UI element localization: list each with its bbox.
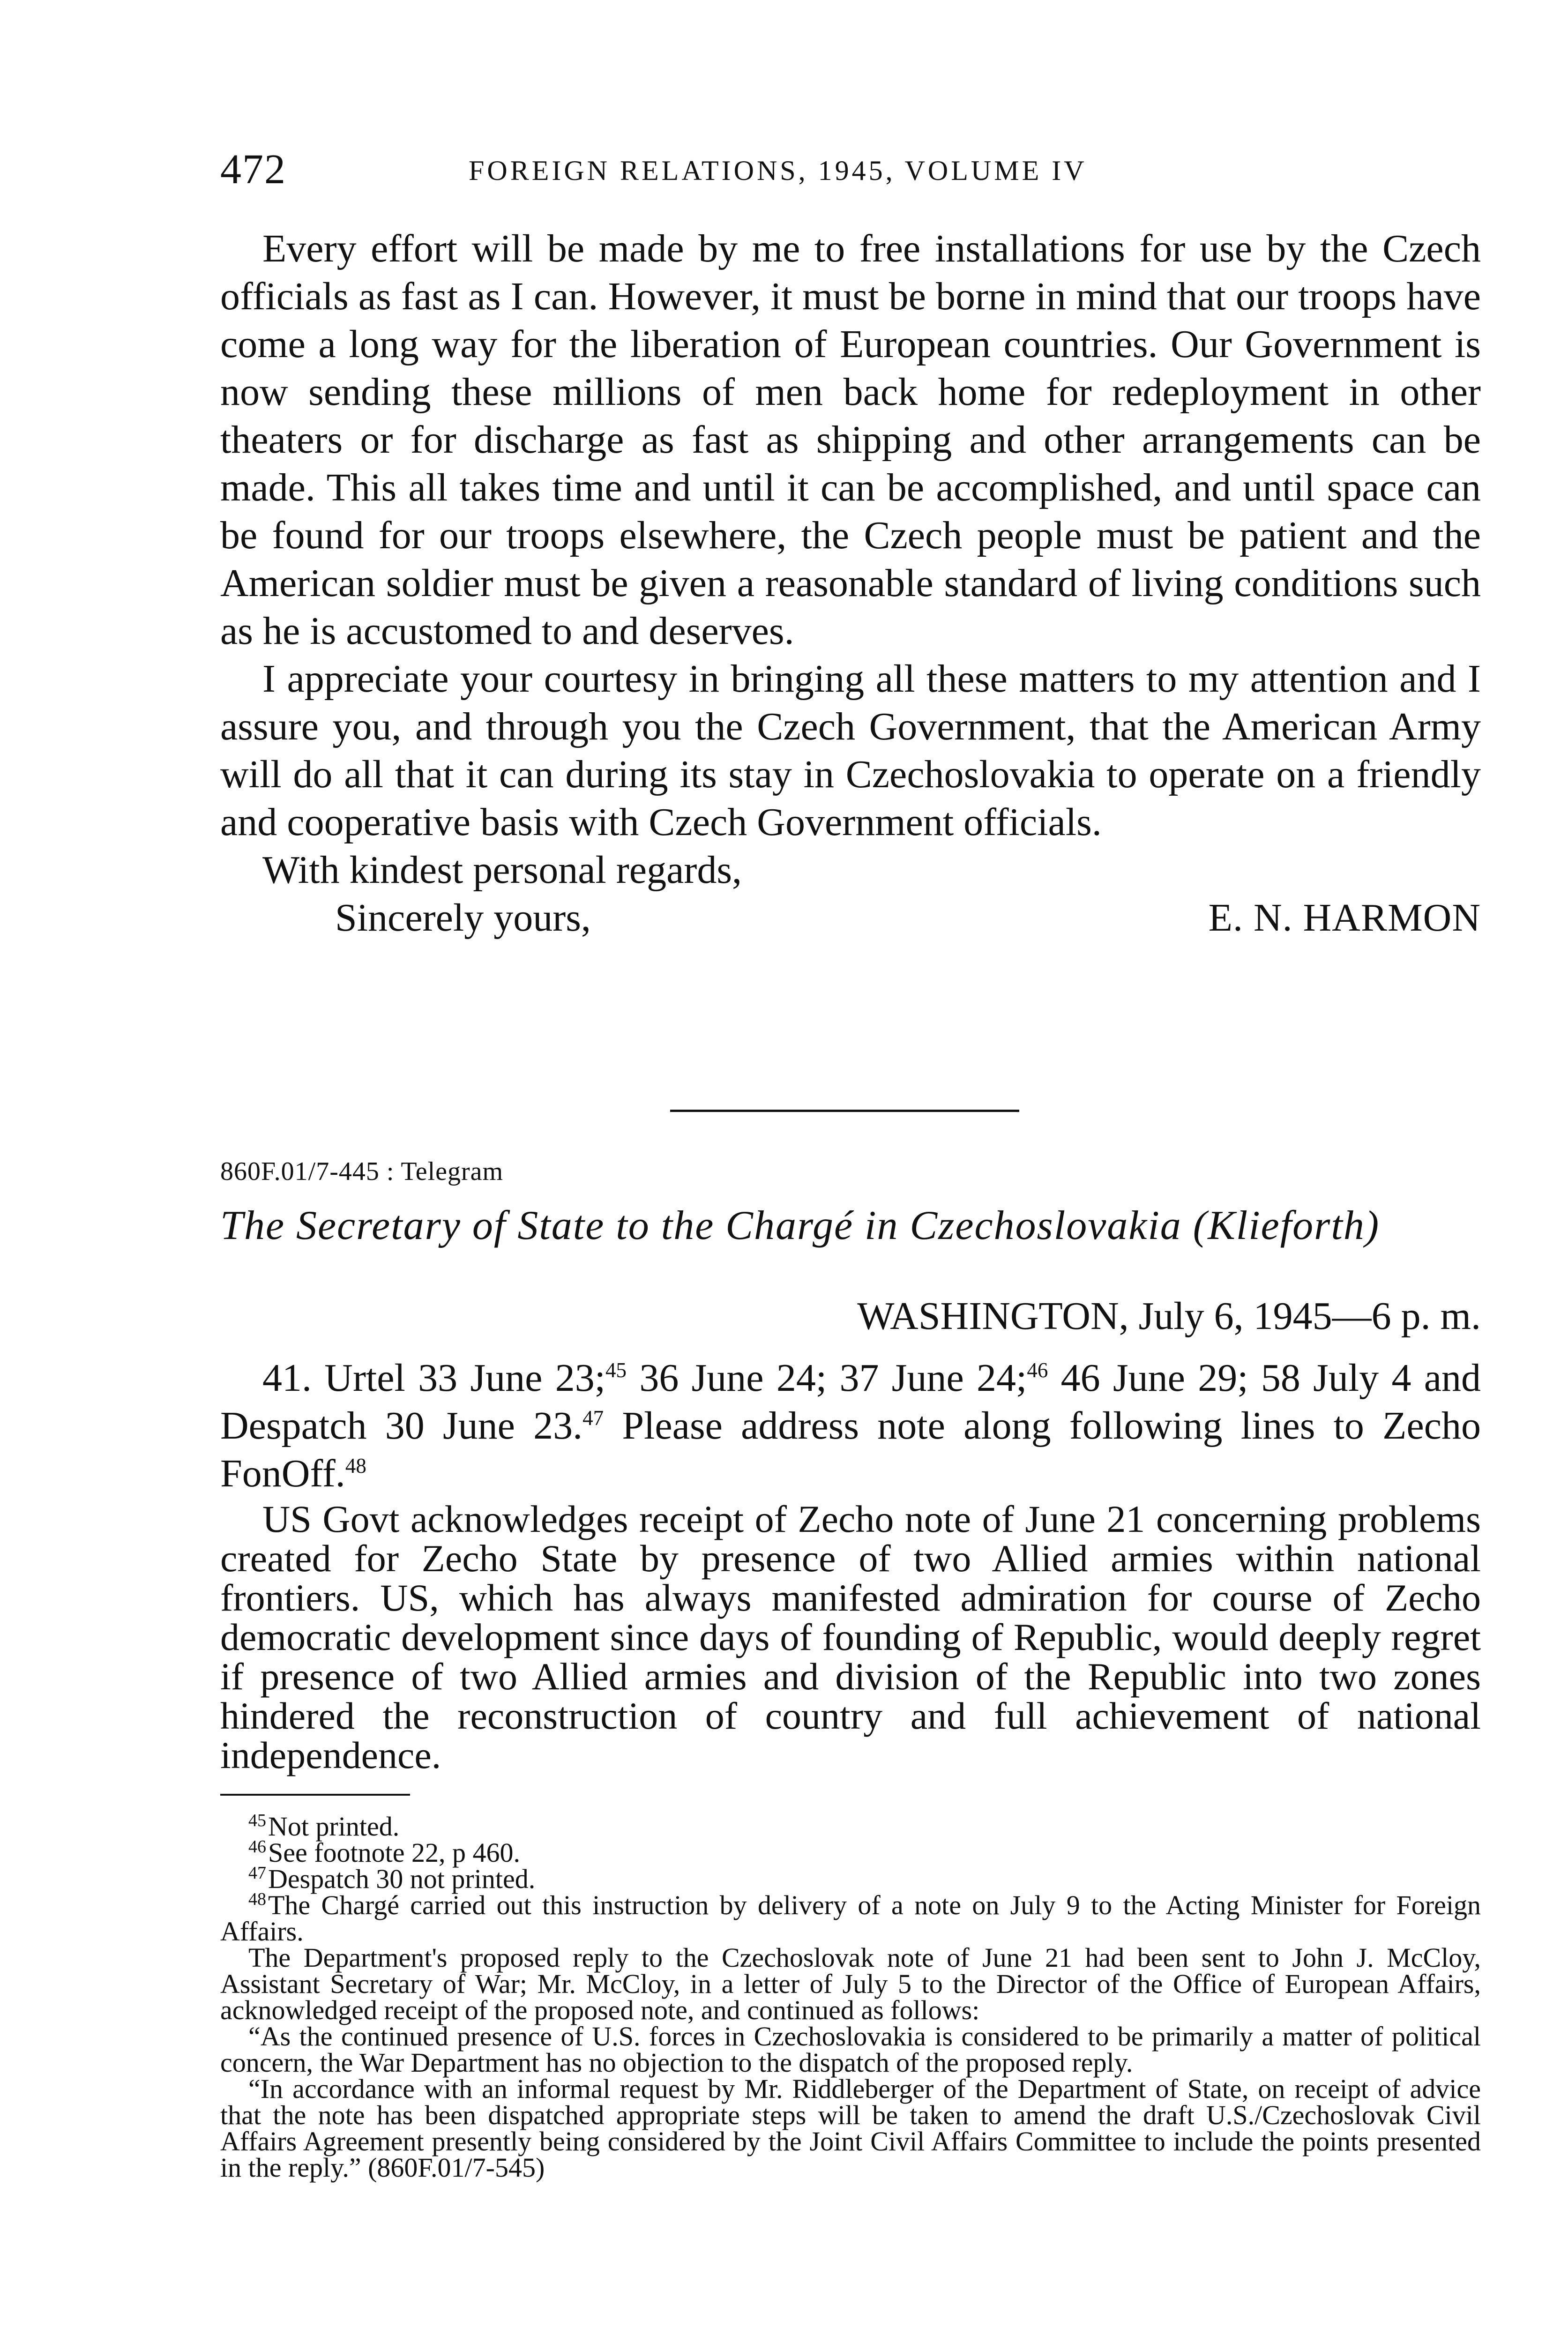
telegram-paragraph-1: [220, 1354, 1481, 1498]
footnote-48: [220, 1889, 1481, 1947]
footnote-ref-46: 46: [1027, 1358, 1048, 1382]
page-header: [220, 145, 1481, 197]
document-title: The Secretary of State to the Chargé in Czechoslovakia (Klieforth): [220, 1203, 1380, 1248]
letter-closing: Sincerely yours,: [335, 896, 591, 940]
footnote-text: Despatch 30 not printed.: [268, 1864, 536, 1894]
page-number: 472: [220, 146, 286, 193]
footnote-ref-48: 48: [345, 1454, 366, 1477]
telegram-text-b: 36 June 24; 37 June 24;: [627, 1356, 1027, 1400]
footnote-text: See footnote 22, p 460.: [268, 1837, 521, 1868]
footnote-continuation-1: The Department's proposed reply to the Czechoslovak note of June 21 had been sent to John J. McCloy, Assistant Secretary of War; Mr. McCloy, in a letter of July 5 to the Director of the Office of European Affairs, acknowledged receipt of the proposed note, and continued as follows:: [220, 1942, 1481, 2025]
section-divider: [670, 1110, 1019, 1112]
file-reference: 860F.01/7-445 : Telegram: [220, 1157, 504, 1186]
footnote-continuation-2: “As the continued presence of U.S. forces in Czechoslovakia is considered to be primarily a matter of political concern, the War Department has no objection to the dispatch of the proposed reply.: [220, 2021, 1481, 2078]
dateline: WASHINGTON, July 6, 1945—6 p. m.: [857, 1294, 1481, 1338]
telegram-paragraph-2-block: [220, 1500, 1481, 1775]
letter-paragraph-2: I appreciate your courtesy in bringing all these matters to my attention and I assure you, and through you the Czech Government, that the American Army will do all that it can during its stay in Czechoslovakia to operate on a friendly and cooperative basis with Czech Government officials.: [220, 657, 1481, 844]
footnotes: [220, 1810, 1481, 2183]
letter-body: [220, 225, 1481, 942]
footnote-47: [220, 1863, 1481, 1894]
telegram-text-d: Please address note along following lines to Zecho FonOff.: [220, 1404, 1481, 1495]
footnote-text: The Chargé carried out this instruction by delivery of a note on July 9 to the Acting Minister for Foreign Affairs.: [220, 1890, 1481, 1947]
telegram-text-c: 46 June 29; 58 July 4 and Despatch 30 June 23.: [220, 1356, 1481, 1448]
signature-row: [220, 894, 1481, 942]
footnote-45: [220, 1810, 1481, 1842]
footnote-46: [220, 1836, 1481, 1868]
letter-paragraph-1: Every effort will be made by me to free installations for use by the Czech officials as fast as I can. However, it must be borne in mind that our troops have come a long way for the liberation of European countries. Our Government is now sending these millions of men back home for redeployment in other theaters or for discharge as fast as shipping and other arrangements can be made. This all takes time and until it can be accomplished, and until space can be found for our troops elsewhere, the Czech people must be patient and the American soldier must be given a reasonable standard of living conditions such as he is accustomed to and deserves.: [220, 227, 1481, 653]
telegram-paragraph-2: US Govt acknowledges receipt of Zecho note of June 21 concerning problems created for Zecho State by presence of two Allied armies within national frontiers. US, which has always manifested admiration for course of Zecho democratic development since days of founding of Republic, would deeply regret if presence of two Allied armies and division of the Republic into two zones hindered the reconstruction of country and full achievement of national independence.: [220, 1498, 1481, 1776]
footnote-text: Not printed.: [268, 1811, 400, 1842]
letter-regards: With kindest personal regards,: [262, 848, 742, 892]
footnote-ref-45: 45: [605, 1358, 627, 1382]
running-title: FOREIGN RELATIONS, 1945, VOLUME IV: [469, 155, 1087, 186]
footnote-mark: 45: [248, 1810, 266, 1830]
footnote-mark: 48: [248, 1889, 266, 1909]
letter-signature: E. N. HARMON: [1208, 896, 1481, 940]
footnote-mark: 47: [248, 1863, 266, 1883]
footnote-divider: [220, 1794, 410, 1796]
footnote-ref-47: 47: [582, 1406, 604, 1430]
footnote-continuation-3: “In accordance with an informal request by Mr. Riddleberger of the Department of State, on receipt of advice that the note has been dispatched appropriate steps will be taken to amend the draft U.S./Czechoslovak Civil Affairs Agreement presently being considered by the Joint Civil Affairs Committee to include the points presented in the reply.” (860F.01/7-545): [220, 2074, 1481, 2183]
footnote-mark: 46: [248, 1836, 266, 1857]
telegram-text-a: 41. Urtel 33 June 23;: [262, 1356, 606, 1400]
